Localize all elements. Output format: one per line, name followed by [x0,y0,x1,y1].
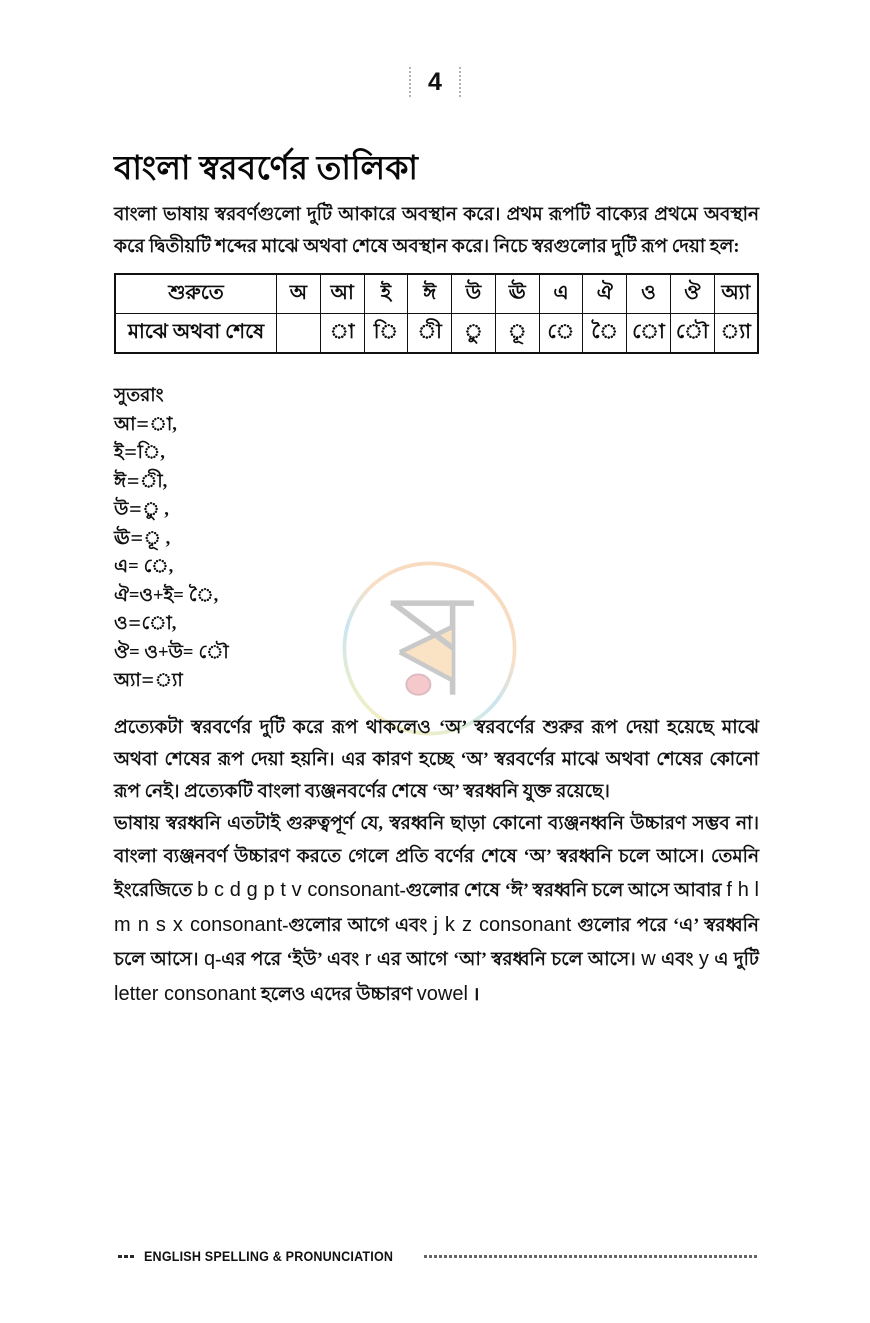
table-row-letters [115,274,758,314]
list-item: আ=া, [114,414,177,435]
consonant-group-5: r [364,948,372,971]
sign-cell: ি [364,314,408,354]
para2-seg7: এবং [655,950,699,971]
footer-label: ENGLISH SPELLING & PRONUNCIATION [144,1249,394,1264]
para2-seg8: এ দুটি [708,950,759,971]
para2-seg10: । [467,985,480,1006]
para2-seg4: গুলোর পরে ‘এ’ স্বরধ্বনি চলে আসে। [114,915,759,971]
sutorang-heading: সুতরাং [114,386,164,407]
list-item: ঊ=ূ , [114,528,171,549]
sign-cell: ে [539,314,583,354]
row-label-middle-or-end: মাঝে অথবা শেষে [115,314,277,354]
letter-cell: ঈ [408,274,452,314]
consonant-group-2: f h l m n s x consonant [114,878,760,936]
sign-cell: ৌ [670,314,714,354]
sign-cell: ো [627,314,671,354]
consonant-group-8: letter consonant [114,983,257,1006]
page-number-header [0,58,870,106]
para2-seg1: ভাষায় স্বরধ্বনি এতটাই গুরুত্বপূর্ণ যে, স্বরধ্বনি ছাড়া কোনো ব্যঞ্জনধ্বনি উচ্চারণ সম্ভব না। বাংলা ব্যঞ্জনবর্ণ উচ্চারণ করতে গেলে প্রতি বর্ণের শেষে ‘অ’ স্বরধ্বনি চলে আসে। তেমনি ইংরেজিতে [114,814,759,901]
letter-cell: ই [364,274,408,314]
table-row-signs [115,314,758,354]
consonant-group-7: y [698,948,709,971]
sign-cell: ু [452,314,496,354]
page-content [114,150,759,1012]
sign-cell [277,314,321,354]
para2-seg2: -গুলোর শেষে ‘ঈ’ স্বরধ্বনি চলে আসে আবার [399,880,727,901]
page-number-rule-right [459,67,461,97]
para2-seg3: -গুলোর আগে এবং [282,915,434,936]
footer-rule [424,1255,758,1258]
list-item: ঔ= ও+উ= ৌ [114,642,229,663]
sign-cell: া [320,314,364,354]
letter-cell: অ্যা [714,274,758,314]
letter-cell: ঐ [583,274,627,314]
letter-cell: এ [539,274,583,314]
sign-cell: ূ [495,314,539,354]
sign-cell: ৈ [583,314,627,354]
sign-cell: ্যা [714,314,758,354]
footer-dash-left-icon [118,1255,136,1258]
body-paragraphs [114,712,759,1012]
consonant-group-4: q [203,948,216,971]
sutorang-list [114,382,759,696]
para2-seg5: -এর পরে ‘ইউ’ এবং [215,950,365,971]
row-label-beginning: শুরুতে [115,274,277,314]
list-item: ঐ=ও+ই= ৈ, [114,585,219,606]
page-footer [118,1249,758,1264]
page-title: বাংলা স্বরবর্ণের তালিকা [114,151,419,187]
letter-cell: ঊ [495,274,539,314]
page-number-rule-left [409,67,411,97]
list-item: এ= ে, [114,557,174,578]
consonant-group-6: w [641,948,656,971]
sign-cell: ী [408,314,452,354]
body-paragraph-2 [114,808,759,1012]
para2-seg6: এর আগে ‘আ’ স্বরধ্বনি চলে আসে। [371,950,642,971]
body-paragraph-1: প্রত্যেকটা স্বরবর্ণের দুটি করে রূপ থাকলেও ‘অ’ স্বরবর্ণের শুরুর রূপ দেয়া হয়েছে মাঝে অথবা শেষের রূপ দেয়া হয়নি। এর কারণ হচ্ছে ‘অ’ স্বরবর্ণের মাঝে অথবা শেষের কোনো রূপ নেই। প্রত্যেকটি বাংলা ব্যঞ্জনবর্ণের শেষে ‘অ’ স্বরধ্বনি যুক্ত রয়েছে। [114,717,759,803]
letter-cell: অ [277,274,321,314]
vowel-table [114,273,759,354]
para2-seg9: হলেও এদের উচ্চারণ [256,985,417,1006]
list-item: অ্যা=্যা [114,671,183,692]
intro-paragraph: বাংলা ভাষায় স্বরবর্ণগুলো দুটি আকারে অবস্থান করে। প্রথম রূপটি বাক্যের প্রথমে অবস্থান করে দ্বিতীয়টি শব্দের মাঝে অথবা শেষে অবস্থান করে। নিচে স্বরগুলোর দুটি রূপ দেয়া হল: [114,204,759,258]
consonant-group-9: vowel [416,983,468,1006]
letter-cell: ঔ [670,274,714,314]
letter-cell: ও [627,274,671,314]
letter-cell: উ [452,274,496,314]
list-item: ঈ=ী, [114,471,168,492]
page-number: 4 [428,67,442,96]
consonant-group-1: b c d g p t v consonant [197,878,400,901]
list-item: ই=ি, [114,443,165,464]
consonant-group-3: j k z consonant [433,913,572,936]
letter-cell: আ [320,274,364,314]
list-item: উ=ু , [114,500,169,521]
list-item: ও=ো, [114,614,177,635]
